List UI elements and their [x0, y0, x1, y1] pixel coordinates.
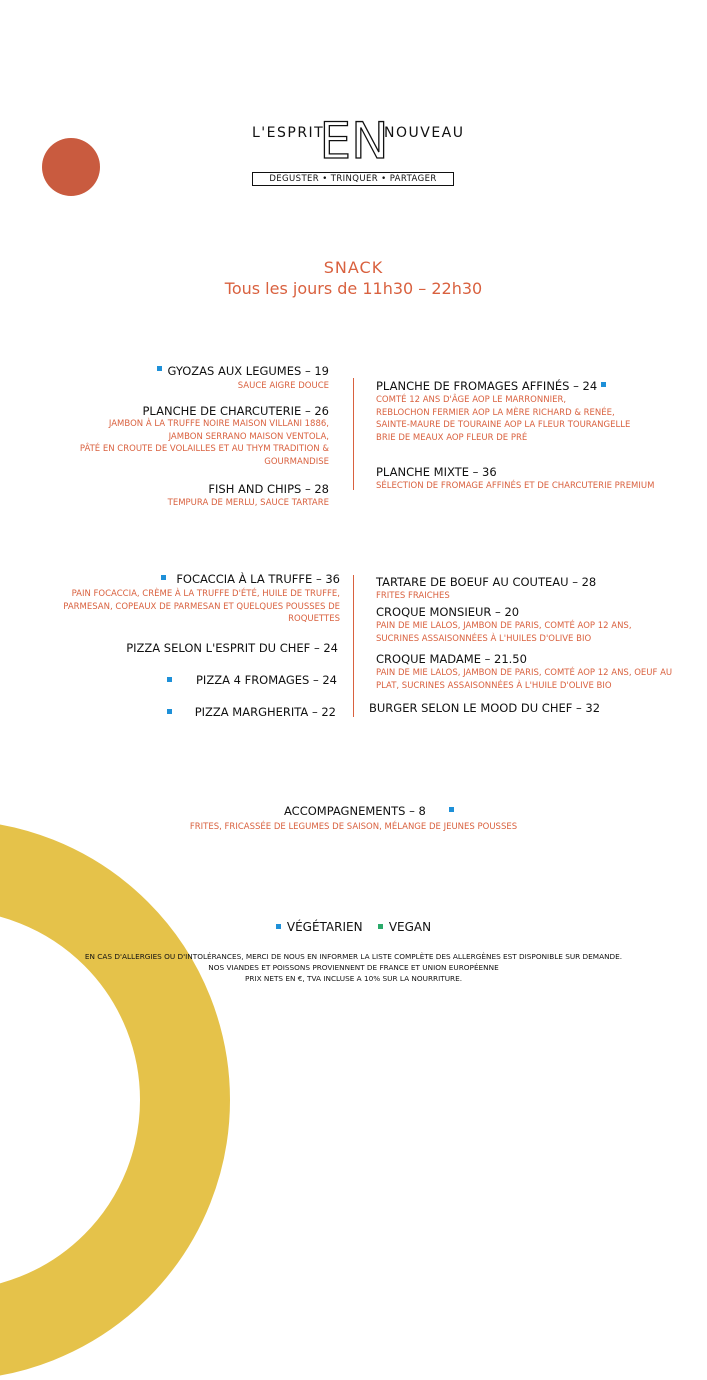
menu-item-planche-mixte-desc: SÉLECTION DE FROMAGE AFFINÉS ET DE CHARCUTERIE PREMIUM	[376, 481, 655, 491]
vegetarian-legend-icon	[276, 924, 281, 929]
menu-item-focaccia: FOCACCIA À LA TRUFFE – 36	[176, 572, 340, 586]
menu-item-croque-madame: CROQUE MADAME – 21.50	[376, 652, 527, 666]
vegetarian-legend-label: VÉGÉTARIEN	[286, 920, 363, 934]
desc-line: SUCRINES ASSAISONNÉES À L'HUILES D'OLIVE BIO	[376, 633, 592, 644]
desc-line: PARMESAN, COPEAUX DE PARMESAN ET QUELQUES POUSSES DE	[63, 601, 340, 612]
menu-item-accompagnements-desc: FRITES, FRICASSÉE DE LEGUMES DE SAISON, MÉLANGE DE JEUNES POUSSES	[189, 822, 518, 832]
menu-item-planche-mixte: PLANCHE MIXTE – 36	[376, 465, 497, 479]
menu-item-gyozas-desc: SAUCE AIGRE DOUCE	[237, 381, 329, 391]
section-title: SNACK	[323, 258, 384, 277]
desc-line: PAIN DE MIE LALOS, JAMBON DE PARIS, COMTÉ AOP 12 ANS,	[376, 621, 632, 631]
vegetarian-marker	[167, 709, 172, 714]
menu-item-croque-madame-desc	[376, 667, 672, 692]
menu-item-accompagnements: ACCOMPAGNEMENTS – 8	[284, 804, 426, 818]
vegetarian-marker	[161, 575, 166, 580]
menu-item-fish-and-chips: FISH AND CHIPS – 28	[208, 482, 329, 496]
menu-item-pizza-chef: PIZZA SELON L'ESPRIT DU CHEF – 24	[126, 641, 338, 655]
menu-item-pizza-4-fromages: PIZZA 4 FROMAGES – 24	[196, 673, 337, 687]
menu-item-charcuterie-desc	[80, 418, 329, 468]
desc-line: PLAT, SUCRINES ASSAISONNÉES À L'HUILE D'OLIVE BIO	[376, 680, 612, 691]
column-divider-top	[353, 378, 354, 490]
menu-item-croque-monsieur-desc	[376, 620, 632, 645]
vegan-legend-icon	[378, 924, 383, 929]
desc-line: SAINTE-MAURE DE TOURAINE AOP LA FLEUR TOURANGELLE	[376, 420, 631, 431]
desc-line: PÂTÉ EN CROUTE DE VOLAILLES ET AU THYM TRADITION &	[79, 444, 329, 455]
brand-tagline: DEGUSTER • TRINQUER • PARTAGER	[252, 172, 454, 186]
menu-item-tartare: TARTARE DE BOEUF AU COUTEAU – 28	[376, 575, 597, 589]
menu-item-pizza-margherita: PIZZA MARGHERITA – 22	[194, 705, 336, 719]
vegetarian-marker	[601, 382, 606, 387]
brand-right-text: NOUVEAU	[384, 125, 465, 141]
menu-item-fromages-desc	[376, 394, 630, 444]
menu-item-focaccia-desc	[63, 588, 340, 626]
menu-item-charcuterie: PLANCHE DE CHARCUTERIE – 26	[142, 404, 329, 418]
opening-hours: Tous les jours de 11h30 – 22h30	[224, 279, 483, 298]
menu-item-gyozas: GYOZAS AUX LEGUMES – 19	[167, 364, 329, 378]
desc-line: JAMBON À LA TRUFFE NOIRE MAISON VILLANI 1886,	[108, 419, 329, 429]
vegetarian-marker	[157, 366, 162, 371]
menu-item-burger: BURGER SELON LE MOOD DU CHEF – 32	[369, 701, 601, 715]
brand-mark-text: EN	[319, 112, 389, 170]
footer-line: NOS VIANDES ET POISSONS PROVIENNENT DE FRANCE ET UNION EUROPÉENNE	[208, 963, 499, 972]
menu-item-tartare-desc: FRITES FRAICHES	[376, 591, 450, 601]
desc-line: BRIE DE MEAUX AOP FLEUR DE PRÉ	[376, 432, 528, 443]
desc-line: ROQUETTES	[288, 614, 340, 625]
footer-line: EN CAS D'ALLERGIES OU D'INTOLÉRANCES, MERCI DE NOUS EN INFORMER LA LISTE COMPLÈTE DES ALLERGÈNES EST DISPONIBLE SUR DEMANDE.	[84, 952, 623, 961]
menu-item-croque-monsieur: CROQUE MONSIEUR – 20	[376, 605, 520, 619]
decorative-orange-circle	[42, 138, 100, 196]
desc-line: JAMBON SERRANO MAISON VENTOLA,	[168, 431, 329, 442]
brand-left-text: L'ESPRIT	[252, 125, 325, 141]
decorative-yellow-arc	[0, 820, 230, 1380]
desc-line: GOURMANDISE	[264, 456, 329, 467]
vegetarian-marker	[449, 807, 454, 812]
footer-line: PRIX NETS EN €, TVA INCLUSE A 10% SUR LA NOURRITURE.	[244, 974, 463, 983]
desc-line: PAIN DE MIE LALOS, JAMBON DE PARIS, COMTÉ AOP 12 ANS, OEUF AU	[376, 668, 673, 678]
desc-line: REBLOCHON FERMIER AOP LA MÈRE RICHARD & RENÉE,	[376, 407, 615, 418]
vegetarian-marker	[167, 677, 172, 682]
desc-line: PAIN FOCACCIA, CRÈME À LA TRUFFE D'ÉTÉ, HUILE DE TRUFFE,	[71, 589, 340, 599]
column-divider-bottom	[353, 575, 354, 717]
brand-en-logo	[319, 108, 389, 170]
desc-line: COMTÉ 12 ANS D'ÂGE AOP LE MARRONNIER,	[376, 395, 567, 405]
diet-legend	[0, 920, 707, 934]
allergen-footer	[0, 951, 707, 984]
vegan-legend-label: VEGAN	[388, 920, 432, 934]
menu-item-fromages: PLANCHE DE FROMAGES AFFINÉS – 24	[376, 379, 598, 393]
menu-item-fish-and-chips-desc: TEMPURA DE MERLU, SAUCE TARTARE	[167, 498, 329, 508]
